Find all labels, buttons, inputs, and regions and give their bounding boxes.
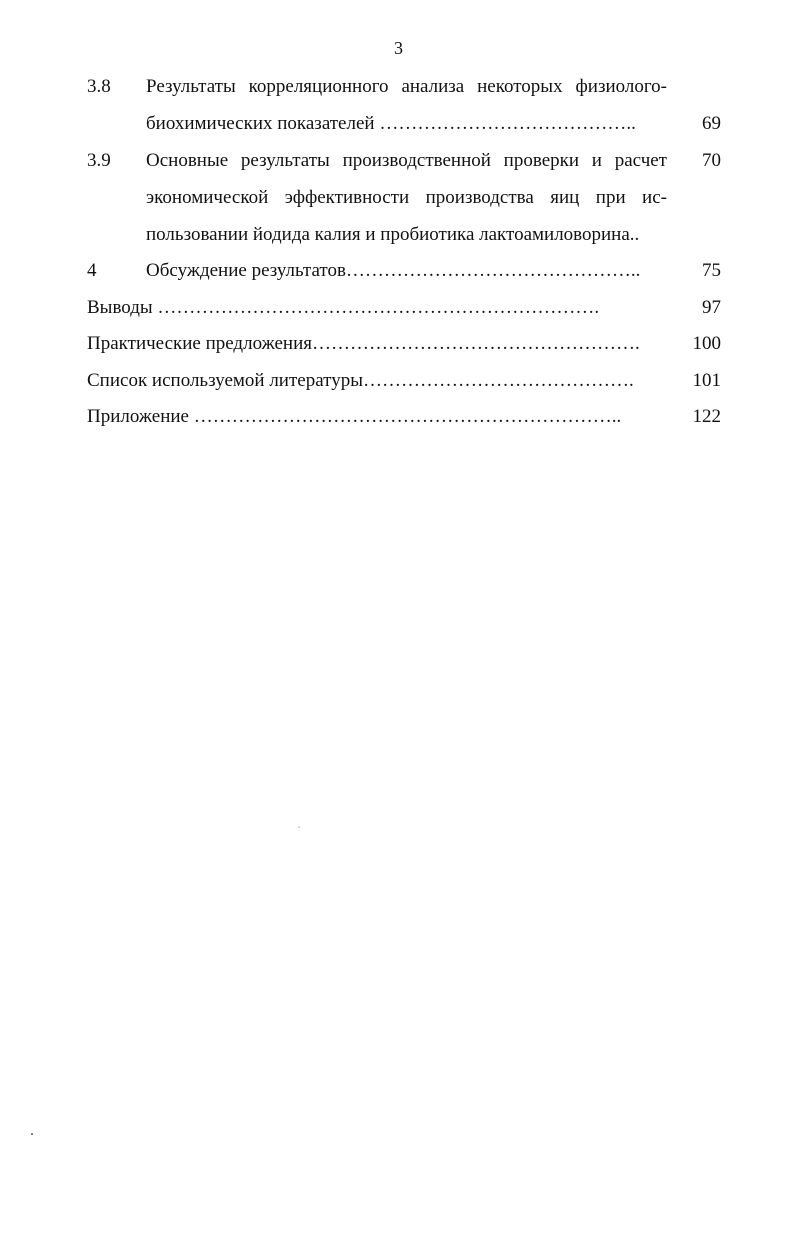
- toc-entry-number: 4: [87, 260, 97, 281]
- toc-entry-title-line: Основные результаты производственной проверки и расчет: [146, 150, 667, 171]
- toc-entry-title: Список используемой литературы…………………………………….: [87, 370, 634, 391]
- toc-entry-number: 3.8: [87, 76, 111, 97]
- toc-entry-title: Практические предложения…………………………………………….: [87, 333, 640, 354]
- toc-entry-title: Приложение …………………………………………………………..: [87, 406, 622, 427]
- toc-entry-page: 122: [692, 406, 721, 427]
- toc-entry-page: 100: [692, 333, 721, 354]
- scan-speck: [31, 1133, 33, 1135]
- toc-entry-page: 70: [702, 150, 721, 171]
- page-number: 3: [394, 38, 403, 58]
- toc-entry-title-line: экономической эффективности производства яиц при ис-: [146, 187, 667, 208]
- toc-entry-title-line: биохимических показателей …………………………………..: [146, 113, 636, 134]
- toc-entry-page: 101: [692, 370, 721, 391]
- toc-entry-number: 3.9: [87, 150, 111, 171]
- scan-speck: [298, 826, 300, 828]
- toc-entry-page: 97: [702, 297, 721, 318]
- toc-entry-title: Обсуждение результатов………………………………………..: [146, 260, 641, 281]
- toc-entry-page: 75: [702, 260, 721, 281]
- toc-entry-page: 69: [702, 113, 721, 134]
- toc-entry-title: Выводы …………………………………………………………….: [87, 297, 600, 318]
- toc-entry-title-line: пользовании йодида калия и пробиотика лактоамиловорина..: [146, 224, 640, 245]
- toc-entry-title-line: Результаты корреляционного анализа некоторых физиолого-: [146, 76, 667, 97]
